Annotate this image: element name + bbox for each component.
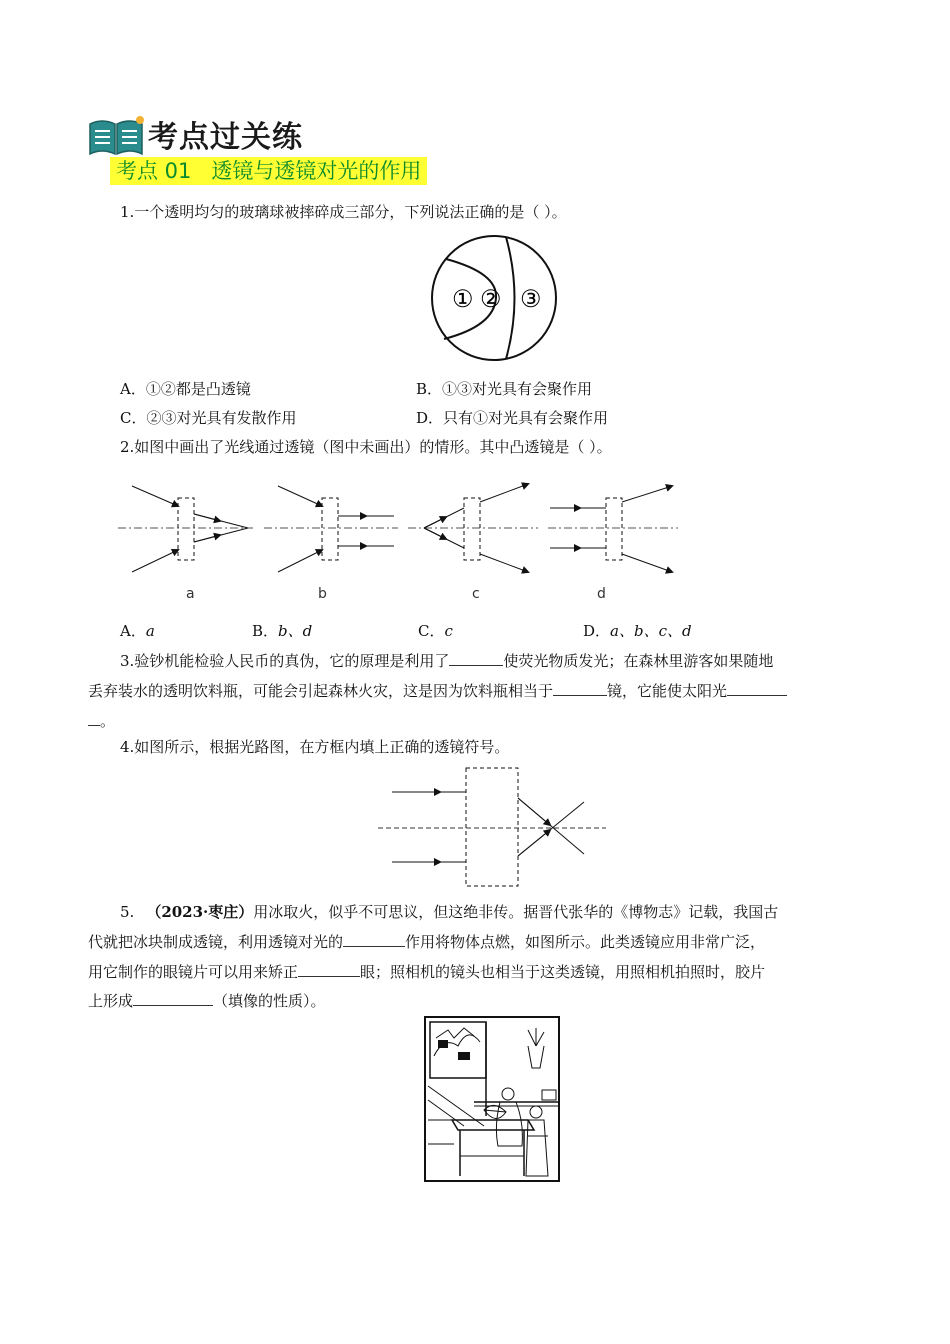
q3-text: 。 (100, 712, 116, 730)
lens-box-figure (378, 766, 608, 890)
q5-number: 5. (120, 903, 135, 921)
q3-blank-3-cont[interactable] (88, 711, 100, 726)
page-title: 考点过关练 (148, 120, 303, 155)
q3-text: 丢弃装水的透明饮料瓶，可能会引起森林火灾，这是因为饮料瓶相当于 (88, 682, 554, 700)
glass-ball-figure (428, 228, 560, 368)
q5-text: 上形成 (88, 992, 134, 1010)
option-value: a、b、c、d (610, 622, 692, 640)
section-name: 透镜与透镜对光的作用 (211, 159, 422, 183)
q2-option-d (583, 621, 692, 642)
ice-lens-illustration (424, 1016, 560, 1182)
book-icon (86, 114, 146, 158)
q1-option-d: D．只有①对光具有会聚作用 (416, 409, 609, 427)
q2-option-b (252, 621, 312, 642)
q1-option-a: A．①②都是凸透镜 (120, 380, 251, 398)
section-code: 考点 01 (116, 159, 192, 183)
q5-text: 眼；照相机的镜头也相当于这类透镜，用照相机拍照时，胶片 (360, 963, 766, 981)
light-ray-figures (118, 478, 678, 608)
option-value: c (444, 622, 453, 640)
q5-source: （2023·枣庄） (146, 903, 254, 921)
figure-label-d: d (597, 586, 606, 602)
q3-line-1 (120, 651, 773, 672)
q2-option-c (418, 621, 453, 642)
q5-text: 用冰取火，似乎不可思议，但这绝非传。据晋代张华的《博物志》记载，我国古 (253, 903, 779, 921)
q5-text: （填像的性质）。 (213, 992, 326, 1010)
option-prefix: C． (418, 622, 445, 640)
q3-line-3 (88, 711, 115, 732)
piece-label-1: ① (452, 285, 474, 313)
q3-text: 使荧光物质发光；在森林里游客如果随地 (503, 652, 774, 670)
option-value: a (145, 622, 155, 640)
q3-blank-2[interactable] (553, 681, 607, 696)
figure-label-a: a (186, 586, 195, 602)
section-heading (110, 157, 427, 185)
q1-stem: 1.一个透明均匀的玻璃球被摔碎成三部分，下列说法正确的是（ ）。 (120, 203, 567, 221)
figure-a (118, 486, 253, 572)
q4-stem: 4.如图所示，根据光路图，在方框内填上正确的透镜符号。 (120, 738, 510, 756)
figure-c (408, 484, 538, 572)
piece-label-3: ③ (520, 285, 542, 313)
option-prefix: A． (120, 622, 146, 640)
option-value: b、d (278, 622, 313, 640)
q1-option-b: B．①③对光具有会聚作用 (416, 380, 593, 398)
q5-line-1 (120, 902, 778, 923)
piece-label-2: ② (480, 285, 502, 313)
option-prefix: D． (583, 622, 611, 640)
q2-option-a (120, 621, 155, 642)
q5-line-3 (88, 962, 765, 983)
q5-blank-3[interactable] (133, 991, 213, 1006)
q5-line-2 (88, 932, 765, 953)
option-prefix: B． (252, 622, 279, 640)
q5-line-4 (88, 991, 326, 1012)
q2-stem: 2.如图中画出了光线通过透镜（图中未画出）的情形。其中凸透镜是（ ）。 (120, 438, 612, 456)
q3-text: 镜，它能使太阳光 (607, 682, 728, 700)
q5-text: 作用将物体点燃，如图所示。此类透镜应用非常广泛， (405, 933, 766, 951)
figure-b (264, 486, 398, 572)
figure-label-b: b (318, 586, 327, 602)
figure-label-c: c (472, 586, 480, 602)
q3-blank-3[interactable] (727, 681, 787, 696)
q5-text: 用它制作的眼镜片可以用来矫正 (88, 963, 299, 981)
figure-d (548, 486, 678, 572)
q5-blank-2[interactable] (298, 962, 360, 977)
q3-text: 3.验钞机能检验人民币的真伪，它的原理是利用了 (120, 652, 450, 670)
q5-blank-1[interactable] (343, 932, 405, 947)
q3-line-2 (88, 681, 787, 702)
q3-blank-1[interactable] (449, 651, 503, 666)
q5-text: 代就把冰块制成透镜，利用透镜对光的 (88, 933, 344, 951)
q1-option-c: C．②③对光具有发散作用 (120, 409, 297, 427)
